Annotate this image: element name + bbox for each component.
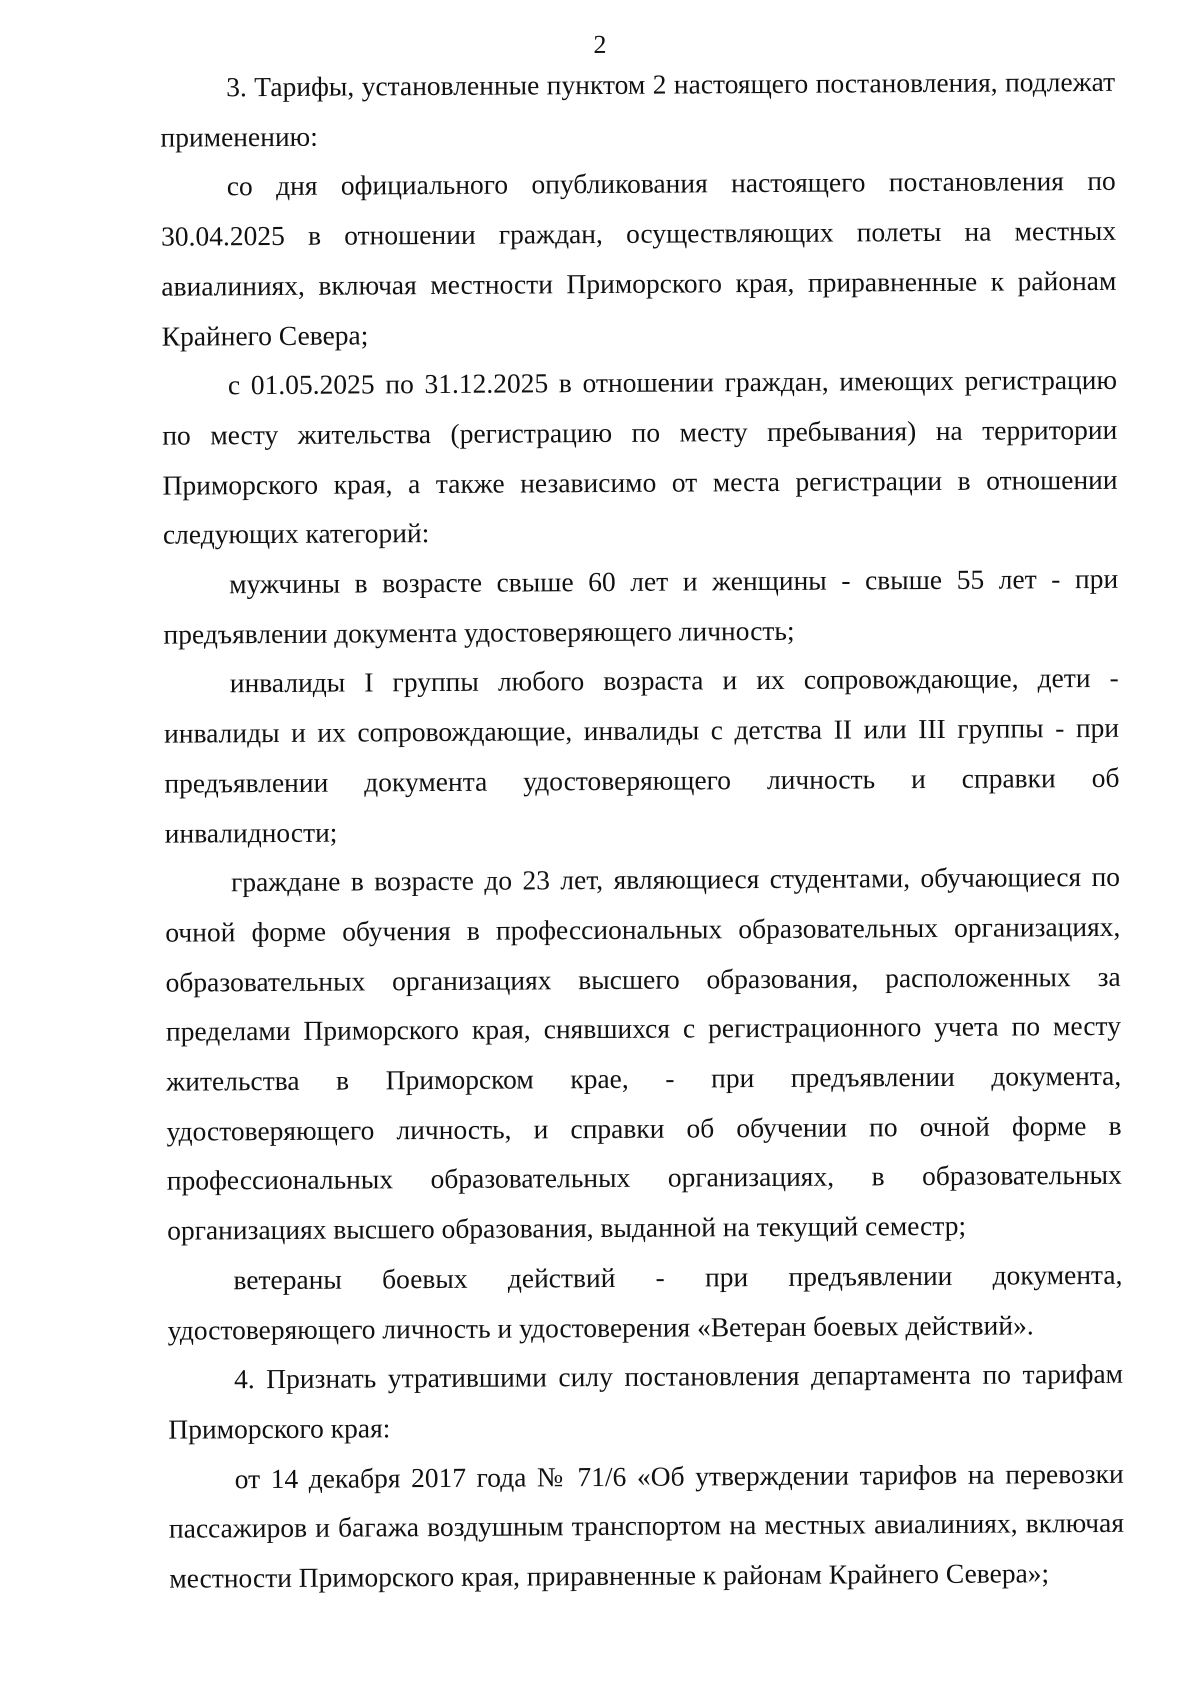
- page-number: 2: [593, 29, 607, 60]
- paragraph-category-pensioners: мужчины в возрасте свыше 60 лет и женщины - свыше 55 лет - при предъявлении документа удостоверяющего личность;: [163, 562, 1119, 650]
- paragraph-3-tariffs-application: 3. Тарифы, установленные пунктом 2 настоящего постановления, подлежат применению:: [160, 65, 1116, 153]
- paragraph-period-until-april: со дня официального опубликования настоящего постановления по 30.04.2025 в отношении граждан, осуществляющих полеты на местных авиалиниях, включая местности Приморского края, приравненные к районам Крайнего Севера;: [160, 165, 1117, 352]
- document-body: [160, 57, 1124, 1604]
- paragraph-category-veterans: ветераны боевых действий - при предъявлении документа, удостоверяющего личность и удостоверения «Ветеран боевых действий».: [167, 1258, 1123, 1346]
- paragraph-category-disabled: инвалиды I группы любого возраста и их сопровождающие, дети - инвалиды и их сопровождающие, инвалиды с детства II или III группы - при предъявлении документа удостоверяющего личность и справки об инвалидности;: [164, 662, 1120, 849]
- paragraph-4-repeal: 4. Признать утратившими силу постановления департамента по тарифам Приморского края:: [168, 1358, 1124, 1445]
- paragraph-period-may-december: с 01.05.2025 по 31.12.2025 в отношении граждан, имеющих регистрацию по месту жительства (регистрацию по месту пребывания) на территории Приморского края, а также независимо от места регистрации в отношении следующих категорий:: [162, 364, 1118, 551]
- paragraph-repealed-resolution: от 14 декабря 2017 года № 71/6 «Об утверждении тарифов на перевозки пассажиров и багажа воздушным транспортом на местных авиалиниях, включая местности Приморского края, приравненные к районам Крайнего Севера»;: [168, 1457, 1125, 1594]
- paragraph-category-students: граждане в возрасте до 23 лет, являющиеся студентами, обучающиеся по очной форме обучения в профессиональных образовательных организациях, образовательных организациях высшего образования, расположенных за пределами Приморского края, снявшихся с регистрационного учета по месту жительства в Приморском крае, - при предъявлении документа, удостоверяющего личность, и справки об обучении по очной форме в профессиональных образовательных организациях, в образовательных организациях высшего образования, выданной на текущий семестр;: [165, 861, 1122, 1246]
